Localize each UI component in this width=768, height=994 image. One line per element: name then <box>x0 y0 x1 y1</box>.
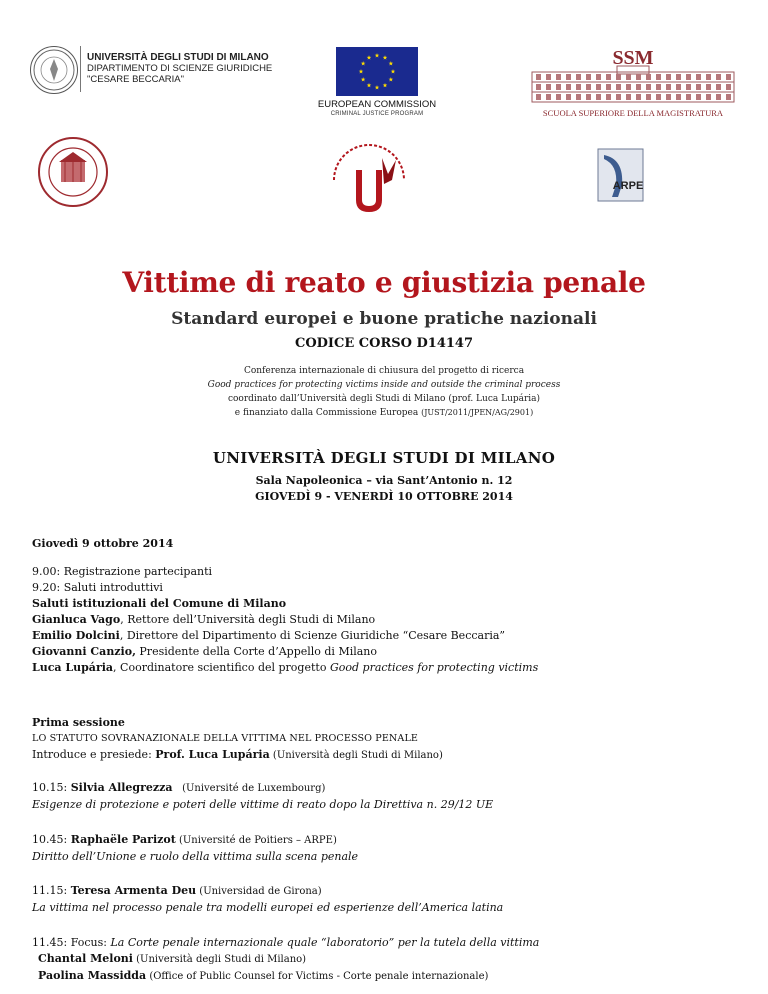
ssm-building-window <box>556 94 561 100</box>
talk-time: 11.15: <box>32 884 71 897</box>
program-item-intro: 9.20: Saluti introduttivi <box>32 581 163 594</box>
speaker-role: , Direttore del Dipartimento di Scienze Giuridiche “Cesare Beccaria” <box>119 629 506 642</box>
ssm-building-window <box>656 94 661 100</box>
ssm-logo <box>522 44 744 120</box>
criminal-justice-program-label: CRIMINAL JUSTICE PROGRAM <box>330 111 424 117</box>
ssm-building-window <box>626 74 631 80</box>
speaker-role: , Coordinatore scientifico del progetto <box>113 661 330 674</box>
talk-time: 11.45: Focus: <box>32 936 111 949</box>
speaker-name: Emilio Dolcini <box>32 629 120 642</box>
unimi-logo-text <box>87 52 272 85</box>
session-1-header <box>32 715 752 764</box>
ssm-building-window <box>666 84 671 90</box>
talk-speaker: Teresa Armenta Deu <box>70 884 197 897</box>
panelist-meloni <box>32 951 752 968</box>
ssm-building-window <box>556 84 561 90</box>
ssm-building-window <box>656 84 661 90</box>
ssm-building-window <box>716 74 721 80</box>
ssm-building-window <box>636 84 641 90</box>
panelist-name: Chantal Meloni <box>38 952 133 965</box>
funding-text: e finanziato dalla Commissione Europea <box>234 408 422 418</box>
ssm-building-window <box>556 74 561 80</box>
talk-parizot <box>32 832 752 865</box>
ssm-building-window <box>696 94 701 100</box>
program-item-city-greetings: Saluti istituzionali del Comune di Milano <box>32 597 287 610</box>
conference-line-1: Conferenza internazionale di chiusura del progetto di ricerca <box>243 366 525 376</box>
conference-line-3: coordinato dall’Università degli Studi di Milano (prof. Luca Lupária) <box>227 394 541 404</box>
alma-mater-seal-logo <box>37 136 109 208</box>
universidad-de-sevilla-logo <box>326 140 412 220</box>
ssm-building-window <box>536 94 541 100</box>
ssm-building-window <box>716 94 721 100</box>
speaker-role: , Rettore dell’Università degli Studi di Milano <box>120 613 376 626</box>
panelist-name: Paolina Massidda <box>38 969 147 982</box>
unimi-department: DIPARTIMENTO DI SCIENZE GIURIDICHE <box>87 63 273 74</box>
ssm-building-window <box>546 94 551 100</box>
ssm-building-window <box>586 94 591 100</box>
speaker-name: Giovanni Canzio, <box>32 645 136 658</box>
talk-time: 10.45: <box>32 833 71 846</box>
talk-speaker-line <box>32 935 752 951</box>
eu-flag-logo <box>336 47 418 96</box>
ssm-building-window <box>716 84 721 90</box>
talk-affiliation: (Université de Poitiers – ARPE) <box>175 835 337 846</box>
ssm-building-window <box>676 74 681 80</box>
ssm-building-window <box>536 74 541 80</box>
ssm-building-window <box>616 74 621 80</box>
ssm-building-window <box>596 84 601 90</box>
course-code: CODICE CORSO D14147 <box>294 336 474 351</box>
talk-affiliation: (Université de Luxembourg) <box>172 783 326 794</box>
ssm-building-window <box>566 94 571 100</box>
program-opening-block <box>32 564 752 676</box>
ssm-building-window <box>576 84 581 90</box>
unimi-department-name: "CESARE BECCARIA" <box>87 74 185 85</box>
ssm-building-window <box>596 94 601 100</box>
program-day-heading: Giovedì 9 ottobre 2014 <box>32 537 174 550</box>
ssm-building-window <box>636 94 641 100</box>
talk-title: La vittima nel processo penale tra modelli europei ed esperienze dell’America latina <box>32 901 504 914</box>
chair-affiliation: (Università degli Studi di Milano) <box>269 750 443 761</box>
ssm-building-window <box>546 84 551 90</box>
ssm-building-window <box>626 94 631 100</box>
talk-allegrezza <box>32 780 752 813</box>
speaker-canzio <box>32 644 752 660</box>
conference-description <box>0 364 768 420</box>
ssm-building-window <box>536 84 541 90</box>
project-title: Good practices for protecting victims inside and outside the criminal process <box>207 380 561 390</box>
unimi-university-name: UNIVERSITÀ DEGLI STUDI DI MILANO <box>87 52 269 63</box>
arpe-logo <box>594 145 647 205</box>
ssm-building-window <box>546 74 551 80</box>
talk-focus-icc <box>32 935 752 985</box>
project-name: Good practices for protecting victims <box>329 661 539 674</box>
ssm-building-window <box>566 84 571 90</box>
ssm-building-window <box>676 94 681 100</box>
ssm-building-window <box>576 94 581 100</box>
session-title: Prima sessione <box>32 716 125 729</box>
talk-speaker-line <box>32 780 752 797</box>
speaker-luparia <box>32 660 752 676</box>
ssm-building-window <box>676 84 681 90</box>
speaker-name: Gianluca Vago <box>32 613 121 626</box>
ssm-building-window <box>726 84 731 90</box>
conference-line-4 <box>0 406 768 420</box>
ssm-building-window <box>606 74 611 80</box>
page-subtitle: Standard europei e buone pratiche nazionali <box>171 309 597 329</box>
ssm-building-window <box>636 74 641 80</box>
grant-code: (JUST/2011/JPEN/AG/2901) <box>421 408 534 417</box>
speaker-dolcini <box>32 628 752 644</box>
unimi-seal-logo <box>30 46 78 94</box>
ssm-building-window <box>726 74 731 80</box>
ssm-logo-title: SSM <box>612 47 654 69</box>
ssm-building-window <box>696 74 701 80</box>
ssm-building-window <box>586 84 591 90</box>
ssm-building-window <box>646 94 651 100</box>
ssm-building-window <box>586 74 591 80</box>
ssm-building-window <box>706 74 711 80</box>
session-theme: LO STATUTO SOVRANAZIONALE DELLA VITTIMA NEL PROCESSO PENALE <box>32 733 419 744</box>
ssm-building-window <box>596 74 601 80</box>
ssm-building-window <box>616 94 621 100</box>
ssm-building-window <box>666 74 671 80</box>
ssm-building-window <box>656 74 661 80</box>
talk-title: Diritto dell’Unione e ruolo della vittima sulla scena penale <box>32 850 359 863</box>
program-item-registration: 9.00: Registrazione partecipanti <box>32 565 213 578</box>
ssm-building-window <box>576 74 581 80</box>
speaker-role: Presidente della Corte d’Appello di Milano <box>135 645 378 658</box>
ssm-building-window <box>606 84 611 90</box>
unimi-logo-divider <box>80 46 81 92</box>
talk-speaker: Raphaële Parizot <box>70 833 176 846</box>
venue-university: UNIVERSITÀ DEGLI STUDI DI MILANO <box>212 449 556 467</box>
panelist-affiliation: (Office of Public Counsel for Victims - Corte penale internazionale) <box>146 971 489 982</box>
talk-armenta-deu <box>32 883 752 916</box>
ssm-building-window <box>566 74 571 80</box>
talk-speaker-line <box>32 883 752 900</box>
ssm-building-window <box>646 84 651 90</box>
session-chair <box>32 747 752 764</box>
ssm-building-window <box>686 94 691 100</box>
ssm-building-window <box>696 84 701 90</box>
ssm-building-window <box>646 74 651 80</box>
talk-speaker: Silvia Allegrezza <box>70 781 173 794</box>
ssm-building-window <box>706 84 711 90</box>
talk-title: Esigenze di protezione e poteri delle vittime di reato dopo la Direttiva n. 29/12 UE <box>32 798 494 811</box>
speaker-vago <box>32 612 752 628</box>
ssm-building-window <box>626 84 631 90</box>
talk-title: La Corte penale internazionale quale “laboratorio” per la tutela della vittima <box>110 936 540 949</box>
ssm-building-window <box>666 94 671 100</box>
chair-name: Prof. Luca Lupária <box>155 748 270 761</box>
panelist-affiliation: (Università degli Studi di Milano) <box>132 954 307 965</box>
ssm-building-window <box>686 74 691 80</box>
ssm-building-window <box>706 94 711 100</box>
talk-time: 10.15: <box>32 781 71 794</box>
venue-hall: Sala Napoleonica – via Sant’Antonio n. 12 <box>255 474 513 487</box>
talk-speaker-line <box>32 832 752 849</box>
ssm-building-window <box>686 84 691 90</box>
arpe-logo-text: ARPE <box>612 180 644 192</box>
ssm-building-window <box>616 84 621 90</box>
page-title: Vittime di reato e giustizia penale <box>122 266 646 299</box>
panelist-massidda <box>32 968 752 985</box>
event-dates: GIOVEDÌ 9 - VENERDÌ 10 OTTOBRE 2014 <box>255 490 513 503</box>
chair-prefix: Introduce e presiede: <box>32 748 156 761</box>
speaker-name: Luca Lupária <box>32 661 114 674</box>
talk-affiliation: (Universidad de Girona) <box>196 886 322 897</box>
ssm-logo-subtitle: SCUOLA SUPERIORE DELLA MAGISTRATURA <box>542 108 724 118</box>
ssm-building-window <box>726 94 731 100</box>
ssm-building-window <box>606 94 611 100</box>
european-commission-label: EUROPEAN COMMISSION <box>317 99 437 110</box>
